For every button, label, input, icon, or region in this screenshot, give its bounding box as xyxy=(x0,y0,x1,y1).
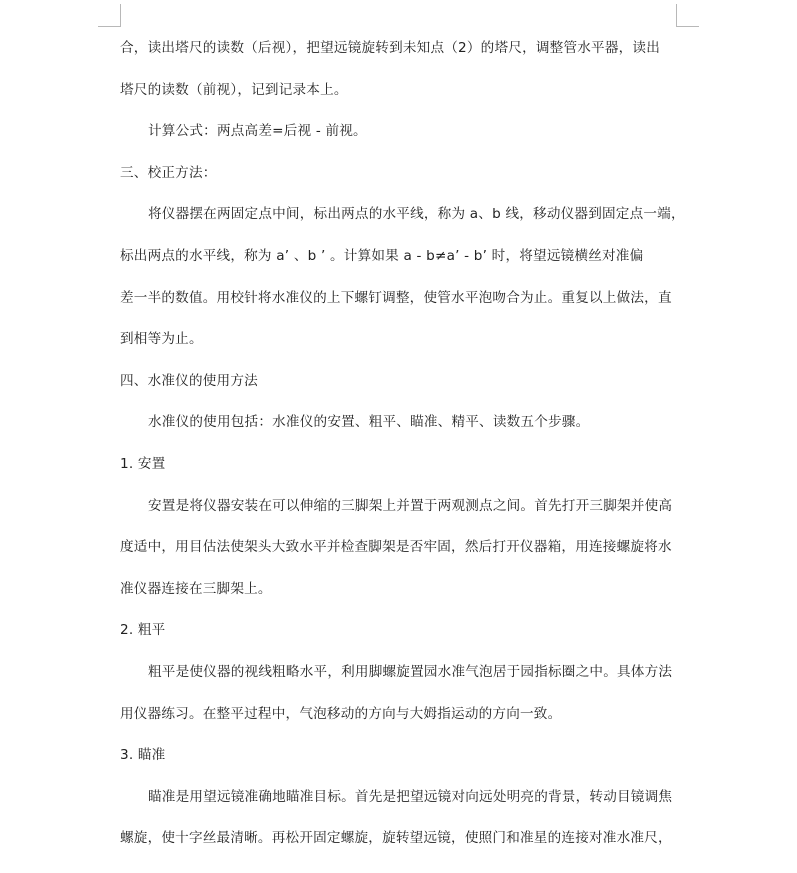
text-line: 四、水准仪的使用方法 xyxy=(120,372,258,389)
text-line: 螺旋，使十字丝最清晰。再松开固定螺旋，旋转望远镜，使照门和准星的连接对准水准尺， xyxy=(120,830,672,847)
text-line: 3. 瞄准 xyxy=(120,747,166,764)
text-line: 计算公式：两点高差=后视 - 前视。 xyxy=(148,123,367,140)
text-line: 瞄准是用望远镜准确地瞄准目标。首先是把望远镜对向远处明亮的背景，转动目镜调焦 xyxy=(148,788,673,805)
text-line: 到相等为止。 xyxy=(120,331,203,348)
text-line: 合，读出塔尺的读数（后视），把望远镜旋转到未知点（2）的塔尺，调整管水平器，读出 xyxy=(120,40,661,56)
text-line: 安置是将仪器安装在可以伸缩的三脚架上并置于两观测点之间。首先打开三脚架并使高 xyxy=(148,497,673,514)
text-line: 标出两点的水平线，称为 a’ 、b ’ 。计算如果 a - b≠a’ - b’ 时，将望远镜横丝对准偏 xyxy=(120,248,644,264)
text-line: 差一半的数值。用校针将水准仪的上下螺钉调整，使管水平泡吻合为止。重复以上做法，直 xyxy=(120,289,672,306)
text-line: 水准仪的使用包括：水准仪的安置、粗平、瞄准、精平、读数五个步骤。 xyxy=(148,414,590,431)
text-line: 三、校正方法： xyxy=(120,164,217,181)
text-line: 2. 粗平 xyxy=(120,622,166,639)
text-line: 度适中，用目估法使架头大致水平并检查脚架是否牢固，然后打开仪器箱，用连接螺旋将水 xyxy=(120,539,672,556)
text-line: 准仪器连接在三脚架上。 xyxy=(120,580,272,597)
margin-corner-mark-top-right xyxy=(676,4,699,27)
text-line: 1. 安置 xyxy=(120,456,166,472)
text-line: 将仪器摆在两固定点中间，标出两点的水平线，称为 a、b 线，移动仪器到固定点一端， xyxy=(148,206,685,223)
text-line: 塔尺的读数（前视），记到记录本上。 xyxy=(120,81,348,98)
text-line: 粗平是使仪器的视线粗略水平，利用脚螺旋置园水准气泡居于园指标圈之中。具体方法 xyxy=(148,664,673,680)
text-line: 用仪器练习。在整平过程中，气泡移动的方向与大姆指运动的方向一致。 xyxy=(120,705,562,722)
margin-corner-mark-top-left xyxy=(98,4,121,27)
